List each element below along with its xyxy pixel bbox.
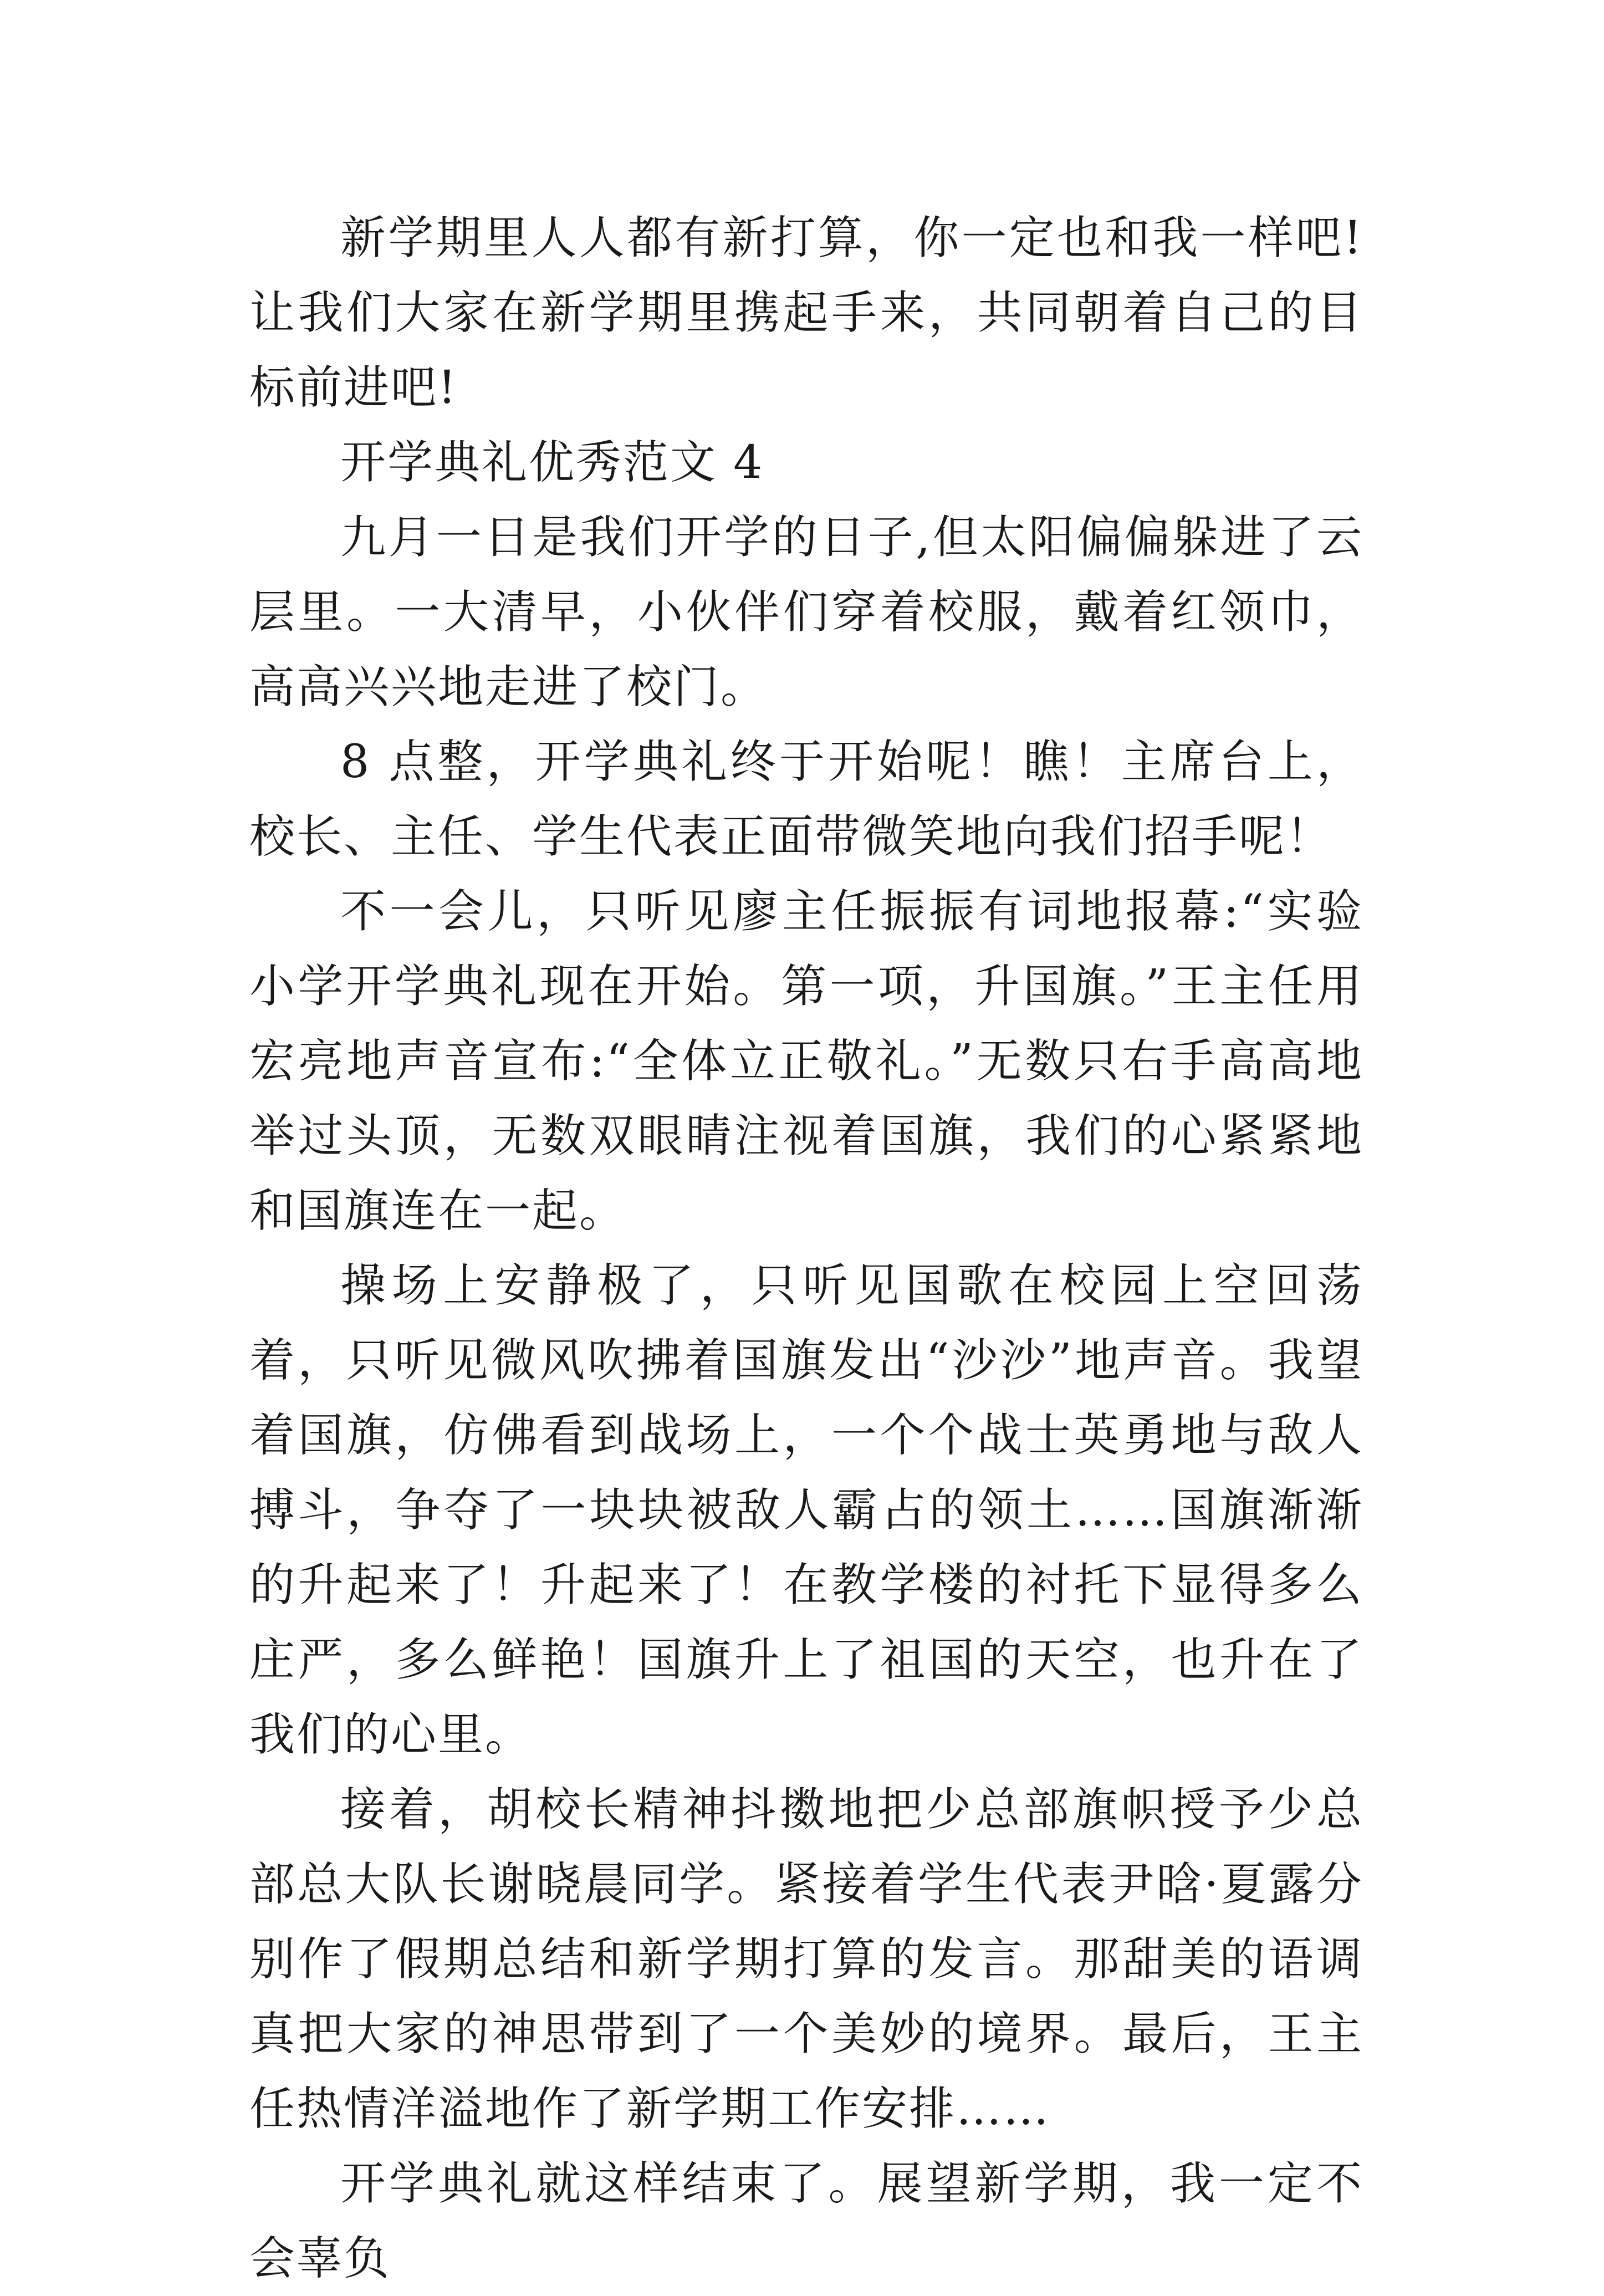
document-body (249, 201, 1363, 2296)
paragraph-4: 不一会儿，只听见廖主任振振有词地报幕:“实验小学开学典礼现在开始。第一项，升国旗。”王主任用宏亮地声音宣布:“全体立正敬礼。”无数只右手高高地举过头顶，无数双眼睛注视着国旗，我们的心紧紧地和国旗连在一起。 (249, 885, 1363, 1237)
paragraph-3: 8 点整，开学典礼终于开始呢！瞧！主席台上，校长、主任、学生代表正面带微笑地向我们招手呢！ (249, 736, 1363, 863)
paragraph-2: 九月一日是我们开学的日子,但太阳偏偏躲进了云层里。一大清早，小伙伴们穿着校服，戴着红领巾，高高兴兴地走进了校门。 (249, 511, 1363, 713)
paragraph-1: 新学期里人人都有新打算，你一定也和我一样吧!让我们大家在新学期里携起手来，共同朝着自己的目标前进吧! (249, 212, 1363, 414)
paragraph-6: 接着，胡校长精神抖擞地把少总部旗帜授予少总部总大队长谢晓晨同学。紧接着学生代表尹晗·夏露分别作了假期总结和新学期打算的发言。那甜美的语调真把大家的神思带到了一个美妙的境界。最后，王主任热情洋溢地作了新学期工作安排…… (249, 1783, 1363, 2135)
paragraph-5: 操场上安静极了，只听见国歌在校园上空回荡着，只听见微风吹拂着国旗发出“沙沙”地声音。我望着国旗，仿佛看到战场上，一个个战士英勇地与敌人搏斗，争夺了一块块被敌人霸占的领土……国旗渐渐的升起来了！升起来了！在教学楼的衬托下显得多么庄严，多么鲜艳！国旗升上了祖国的天空，也升在了我们的心里。 (249, 1259, 1363, 1761)
paragraph-7: 开学典礼就这样结束了。展望新学期，我一定不会辜负 (249, 2157, 1363, 2285)
section-heading: 开学典礼优秀范文 4 (340, 436, 764, 489)
